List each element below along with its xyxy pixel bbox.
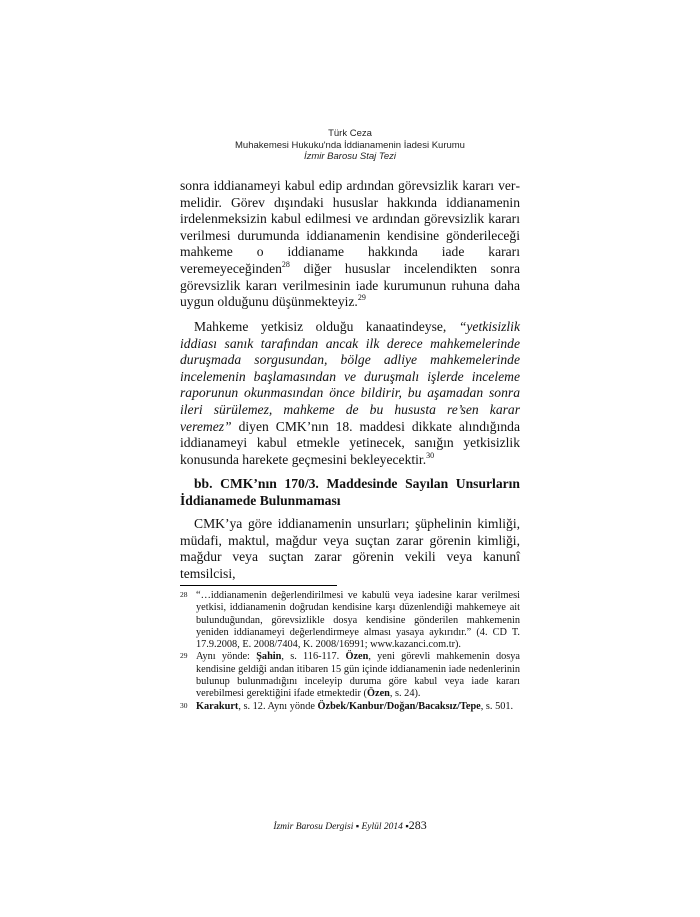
- footnote-28: [180, 590, 520, 651]
- paragraph-text: diğer hususlar incelendikten sonra görevsizlik kararı verilmesinin iade kurumunun ruhuna daha uygun olduğunu düşünmekteyiz.: [180, 260, 520, 310]
- footnote-separator: [180, 585, 337, 586]
- journal-name: İzmir Barosu Dergisi: [273, 822, 354, 832]
- running-header: [0, 128, 700, 163]
- separator: ▪: [353, 822, 362, 832]
- footnote-ref-30[interactable]: 30: [426, 450, 435, 460]
- paragraph-text: diyen CMK’nın 18. maddesi dikkate alındığında iddianameyi kabul etmekle yetinecek, sanığın yetkisizlik konusunda harekete geçmesini bekleyecektir.: [180, 418, 520, 467]
- footnote-30: [180, 701, 520, 713]
- paragraph-2: [180, 319, 520, 468]
- text: , s. 12. Aynı yönde: [238, 700, 318, 712]
- paragraph-1: [180, 178, 520, 311]
- text: , s. 501.: [480, 700, 514, 712]
- footnote-29: [180, 651, 520, 700]
- footnote-number: 30: [180, 700, 188, 710]
- text: , s. 116-117.: [281, 651, 346, 663]
- paragraph-3: CMK’ya göre iddianamenin unsurları; şüphelinin kimliği, müdafi, maktul, mağdur veya suçtan zarar görenin kimliği, mağdur veya suçtan zarar görenin vekili veya kanunî temsilcisi,: [180, 516, 520, 581]
- header-line-1: Türk Ceza: [328, 128, 372, 139]
- author: Şahin: [256, 651, 282, 663]
- running-footer: [0, 818, 700, 833]
- footnote-text: “…iddianamenin değerlendirilmesi ve kabulü veya iadesine karar verilmesi yetkisi, iddianamenin doğrudan kendisine karşı düzenlendiği mahkemeye ait bulunduğundan, görevsizlikle dosya kendisine gönderilen mahkemenin yeniden iddianameyi değerlendirmeye alması yasaya aykırıdır.” (4. CD T. 17.9.2008, E. 2008/7404, K. 2008/16991; www.kazanci.com.tr).: [196, 590, 520, 651]
- separator: ▪: [402, 822, 409, 832]
- footnote-ref-29[interactable]: 29: [357, 293, 366, 303]
- text: Aynı yönde:: [196, 651, 257, 663]
- author: Özbek/Kanbur/Doğan/Bacaksız/Tepe: [317, 700, 481, 712]
- footnote-number: 29: [180, 651, 188, 661]
- author: Özen: [366, 688, 390, 700]
- header-line-2: Muhakemesi Hukuku'nda İddianamenin İadesi Kurumu: [235, 139, 465, 151]
- footnotes: [180, 590, 520, 713]
- footnote-number: 28: [180, 590, 188, 599]
- text: , s. 24).: [389, 688, 421, 700]
- paragraph-text: Mahkeme yetkisiz olduğu kanaatindeyse,: [194, 319, 459, 334]
- issue-date: Eylül 2014: [361, 822, 403, 832]
- page-number: 283: [408, 818, 427, 832]
- section-heading: bb. CMK’nın 170/3. Maddesinde Sayılan Unsurların İddianamede Bulunmaması: [180, 476, 520, 508]
- header-line-3: İzmir Barosu Staj Tezi: [303, 151, 397, 162]
- author: Karakurt: [196, 700, 239, 712]
- footnote-ref-28[interactable]: 28: [281, 259, 290, 269]
- footnote-text: [196, 651, 520, 700]
- paragraph-text: sonra iddianameyi kabul edip ardından görevsizlik kararı vermelidir. Görev dışındaki hususlar hakkında iddianamenin irdelenmeksizin kabul edilmesi ve ardından görevsizlik kararı verilmesi durumunda iddianamenin kendisine gönderileceği mahkeme o iddianame hakkında iade kararı veremeyeceğinden: [180, 178, 520, 276]
- author: Özen: [345, 651, 369, 663]
- text: , yeni görevli mahkemenin dosya kendisine geldiği andan itibaren 15 gün içinde iddianamenin iade nedenlerinin bulunup bulunmadığını inceleyip duruma göre kabul veya iade kararı verebilmesi gerektiğini ifade etmektedir (: [196, 651, 521, 700]
- law-quote: “yetkisizlik iddiası sanık tarafından ancak ilk derece mahkemelerinde duruşmada sorgusundan, bölge adliye mahkemelerinde incelemenin başlamasından ve duruşmalı işlerde inceleme raporunun okunmasından önce bildirir, bu aşamadan sonra ileri sürülemez, mahkeme de bu hususta re’sen karar veremez”: [180, 319, 520, 434]
- footnote-text: [196, 701, 520, 713]
